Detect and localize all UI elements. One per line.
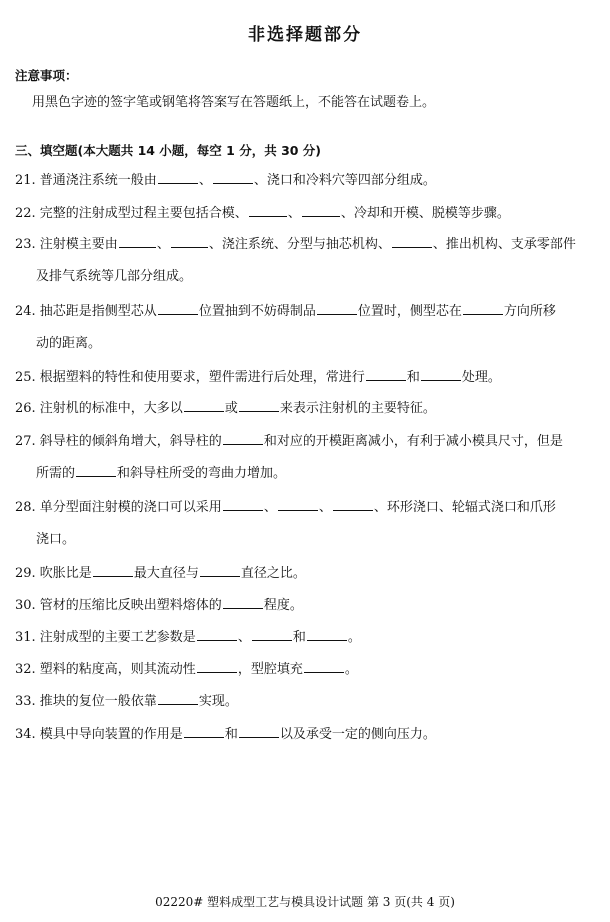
question-34: 34. 模具中导向装置的作用是 和 以及承受一定的侧向压力。	[15, 727, 436, 742]
answer-blank	[119, 235, 156, 248]
answer-blank	[278, 498, 318, 511]
answer-blank	[392, 235, 432, 248]
question-26: 26. 注射机的标准中，大多以 或 来表示注射机的主要特征。	[15, 401, 436, 416]
section-title: 非选择题部分	[248, 25, 362, 45]
answer-blank	[184, 725, 224, 738]
answer-blank	[239, 399, 279, 412]
question-33: 33. 推块的复位一般依靠 实现。	[15, 694, 238, 709]
answer-blank	[223, 596, 263, 609]
answer-blank	[171, 235, 208, 248]
question-29: 29. 吹胀比是 最大直径与 直径之比。	[15, 566, 306, 581]
answer-blank	[333, 498, 373, 511]
answer-blank	[223, 432, 263, 445]
notice-text: 用黑色字迹的签字笔或钢笔将答案写在答题纸上，不能答在试题卷上。	[32, 95, 436, 110]
answer-blank	[223, 498, 263, 511]
page-footer: 02220# 塑料成型工艺与模具设计试题 第 3 页(共 4 页)	[155, 895, 455, 909]
answer-blank	[421, 368, 461, 381]
fill-in-section-heading: 三、填空题(本大题共 14 小题，每空 1 分，共 30 分)	[15, 143, 322, 158]
answer-blank	[93, 564, 133, 577]
question-32: 32. 塑料的粘度高，则其流动性 ，型腔填充 。	[15, 662, 358, 677]
answer-blank	[184, 399, 224, 412]
answer-blank	[200, 564, 240, 577]
answer-blank	[463, 302, 503, 315]
question-22: 22. 完整的注射成型过程主要包括合模、 、 、冷却和开模、脱模等步骤。	[15, 206, 510, 221]
question-21: 21. 普通浇注系统一般由 、 、浇口和冷料穴等四部分组成。	[15, 173, 436, 188]
answer-blank	[366, 368, 406, 381]
answer-blank	[252, 628, 292, 641]
answer-blank	[197, 628, 237, 641]
answer-blank	[249, 204, 287, 217]
question-30: 30. 管材的压缩比反映出塑料熔体的 程度。	[15, 598, 303, 613]
answer-blank	[317, 302, 357, 315]
question-31: 31. 注射成型的主要工艺参数是 、 和 。	[15, 630, 361, 645]
question-27: 27. 斜导柱的倾斜角增大，斜导柱的 和对应的开模距离减小，有利于减小模具尺寸，但是 所需的 和斜导柱所受的弯曲力增加。	[15, 434, 563, 481]
answer-blank	[302, 204, 340, 217]
notice-heading: 注意事项：	[15, 68, 78, 83]
question-28: 28. 单分型面注射模的浇口可以采用 、 、 、环形浇口、轮辐式浇口和爪形 浇口。	[15, 500, 556, 547]
answer-blank	[239, 725, 279, 738]
question-25: 25. 根据塑料的特性和使用要求，塑件需进行后处理，常进行 和 处理。	[15, 370, 501, 385]
question-24: 24. 抽芯距是指侧型芯从 位置抽到不妨碍制品 位置时，侧型芯在 方向所移 动的距离。	[15, 304, 556, 351]
answer-blank	[158, 302, 198, 315]
answer-blank	[76, 464, 116, 477]
answer-blank	[158, 171, 198, 184]
answer-blank	[197, 660, 237, 673]
answer-blank	[158, 692, 198, 705]
answer-blank	[307, 628, 347, 641]
question-23: 23. 注射模主要由 、 、浇注系统、分型与抽芯机构、 、推出机构、支承零部件 及排气系统等几部分组成。	[15, 237, 576, 284]
answer-blank	[213, 171, 253, 184]
answer-blank	[304, 660, 344, 673]
